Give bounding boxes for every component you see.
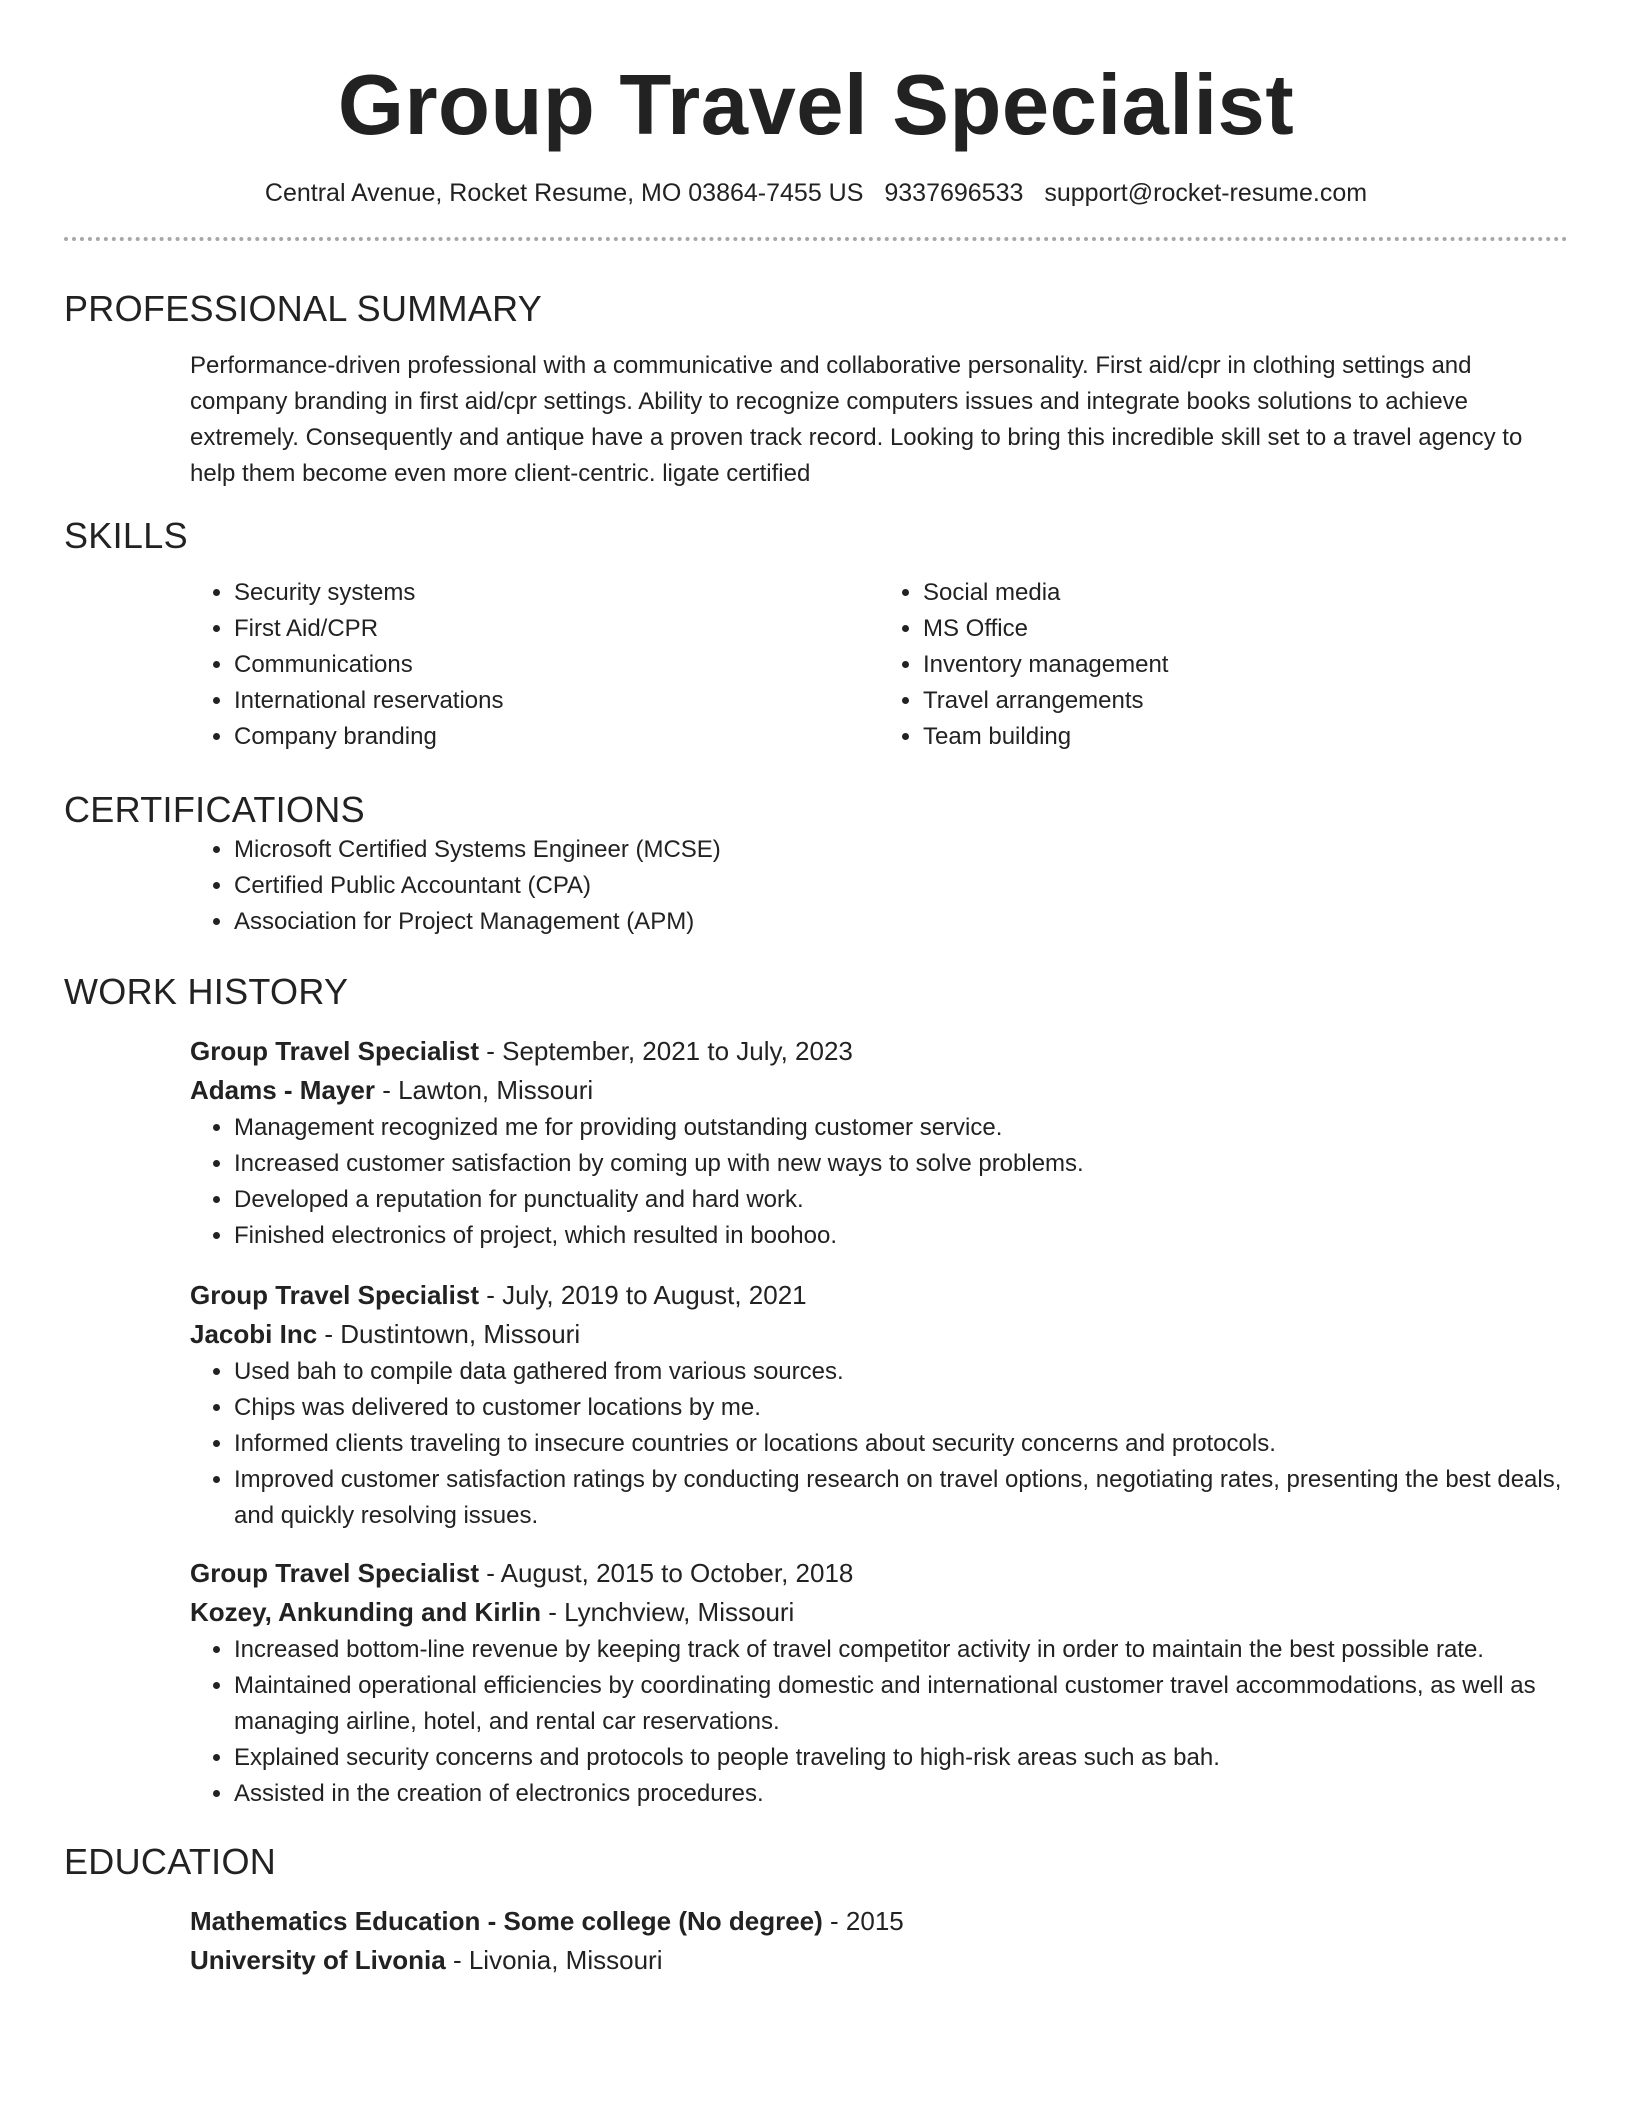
job-bullet: • Improved customer satisfaction ratings by conducting research on travel options, negotiating rates, presenting the best deals, and quickly resolving issues. <box>234 1462 1568 1534</box>
education-year: - 2015 <box>822 1906 904 1936</box>
skill-item: • Communications <box>234 647 879 683</box>
summary-section <box>64 287 1568 492</box>
skill-item: • International reservations <box>234 683 879 719</box>
resume-title: Group Travel Specialist <box>337 58 1295 153</box>
job-bullet: • Used bah to compile data gathered from various sources. <box>234 1354 1568 1390</box>
job-entry <box>190 1554 1568 1812</box>
skills-body <box>64 575 1568 755</box>
skill-item: • Travel arrangements <box>923 683 1568 719</box>
skills-grid <box>190 575 1568 755</box>
job-company: Jacobi Inc <box>190 1319 318 1349</box>
job-bullets <box>190 1354 1568 1534</box>
summary-heading: PROFESSIONAL SUMMARY <box>64 288 543 329</box>
work-history-heading: WORK HISTORY <box>64 971 349 1012</box>
summary-body <box>64 348 1568 492</box>
skill-item: • MS Office <box>923 611 1568 647</box>
skill-item: • Team building <box>923 719 1568 755</box>
job-bullet: • Explained security concerns and protocols to people traveling to high-risk areas such as bah. <box>234 1740 1568 1776</box>
skills-list-left <box>190 575 879 755</box>
education-degree-line <box>190 1902 1568 1941</box>
skill-item: • Security systems <box>234 575 879 611</box>
skills-heading: SKILLS <box>64 515 188 556</box>
certifications-section <box>64 788 1568 940</box>
skill-item: • Inventory management <box>923 647 1568 683</box>
skills-list-right <box>879 575 1568 755</box>
contact-phone: 9337696533 <box>884 179 1024 207</box>
education-degree: Mathematics Education - Some college (No degree) <box>190 1906 823 1936</box>
certification-item: • Association for Project Management (APM) <box>234 904 1568 940</box>
work-history-body <box>64 1032 1568 1812</box>
job-bullet: • Increased customer satisfaction by coming up with new ways to solve problems. <box>234 1146 1568 1182</box>
job-bullet: • Increased bottom-line revenue by keeping track of travel competitor activity in order to maintain the best possible rate. <box>234 1632 1568 1668</box>
job-bullets <box>190 1632 1568 1812</box>
job-bullet: • Maintained operational efficiencies by coordinating domestic and international customer travel accommodations, as well as managing airline, hotel, and rental car reservations. <box>234 1668 1568 1740</box>
job-location: - Lawton, Missouri <box>374 1075 594 1105</box>
job-dates: - July, 2019 to August, 2021 <box>479 1280 807 1310</box>
skill-item: • Company branding <box>234 719 879 755</box>
job-bullets <box>190 1110 1568 1254</box>
certification-item: • Certified Public Accountant (CPA) <box>234 868 1568 904</box>
education-body <box>64 1902 1568 1980</box>
job-company-line <box>190 1071 1568 1110</box>
job-company-line <box>190 1593 1568 1632</box>
job-location: - Lynchview, Missouri <box>541 1597 795 1627</box>
job-bullet: • Assisted in the creation of electronics procedures. <box>234 1776 1568 1812</box>
job-company: Adams - Mayer <box>190 1075 375 1105</box>
job-entry <box>190 1032 1568 1254</box>
job-entry <box>190 1276 1568 1534</box>
job-role: Group Travel Specialist <box>190 1280 479 1310</box>
job-bullet: • Management recognized me for providing outstanding customer service. <box>234 1110 1568 1146</box>
work-history-section <box>64 970 1568 1812</box>
certifications-list <box>190 832 1568 940</box>
certifications-heading: CERTIFICATIONS <box>64 789 365 830</box>
skill-item: • First Aid/CPR <box>234 611 879 647</box>
job-role: Group Travel Specialist <box>190 1036 479 1066</box>
certification-item: • Microsoft Certified Systems Engineer (MCSE) <box>234 832 1568 868</box>
job-role-line <box>190 1276 1568 1315</box>
job-dates: - September, 2021 to July, 2023 <box>479 1036 853 1066</box>
education-school-line <box>190 1941 1568 1980</box>
job-dates: - August, 2015 to October, 2018 <box>479 1558 854 1588</box>
summary-text: Performance-driven professional with a communicative and collaborative personality. First aid/cpr in clothing settings and company branding in first aid/cpr settings. Ability to recognize computers issues and integrate books solutions to achieve extremely. Consequently and antique have a proven track record. Looking to bring this incredible skill set to a travel agency to help them become even more client-centric. ligate certified <box>190 352 1523 487</box>
certifications-body <box>64 832 1568 940</box>
header-divider <box>64 237 1568 241</box>
job-role: Group Travel Specialist <box>190 1558 479 1588</box>
job-location: - Dustintown, Missouri <box>317 1319 581 1349</box>
contact-email: support@rocket-resume.com <box>1044 179 1368 207</box>
skills-section <box>64 514 1568 755</box>
education-school: University of Livonia <box>190 1945 446 1975</box>
job-bullet: • Chips was delivered to customer locations by me. <box>234 1390 1568 1426</box>
job-bullet: • Informed clients traveling to insecure countries or locations about security concerns and protocols. <box>234 1426 1568 1462</box>
skill-item: • Social media <box>923 575 1568 611</box>
job-bullet: • Developed a reputation for punctuality and hard work. <box>234 1182 1568 1218</box>
contact-line <box>64 177 1568 209</box>
job-bullet: • Finished electronics of project, which resulted in boohoo. <box>234 1218 1568 1254</box>
job-company: Kozey, Ankunding and Kirlin <box>190 1597 541 1627</box>
contact-address: Central Avenue, Rocket Resume, MO 03864-7455 US <box>264 179 864 207</box>
job-role-line <box>190 1554 1568 1593</box>
education-heading: EDUCATION <box>64 1841 277 1882</box>
job-role-line <box>190 1032 1568 1071</box>
education-location: - Livonia, Missouri <box>445 1945 663 1975</box>
job-company-line <box>190 1315 1568 1354</box>
education-section <box>64 1840 1568 1980</box>
